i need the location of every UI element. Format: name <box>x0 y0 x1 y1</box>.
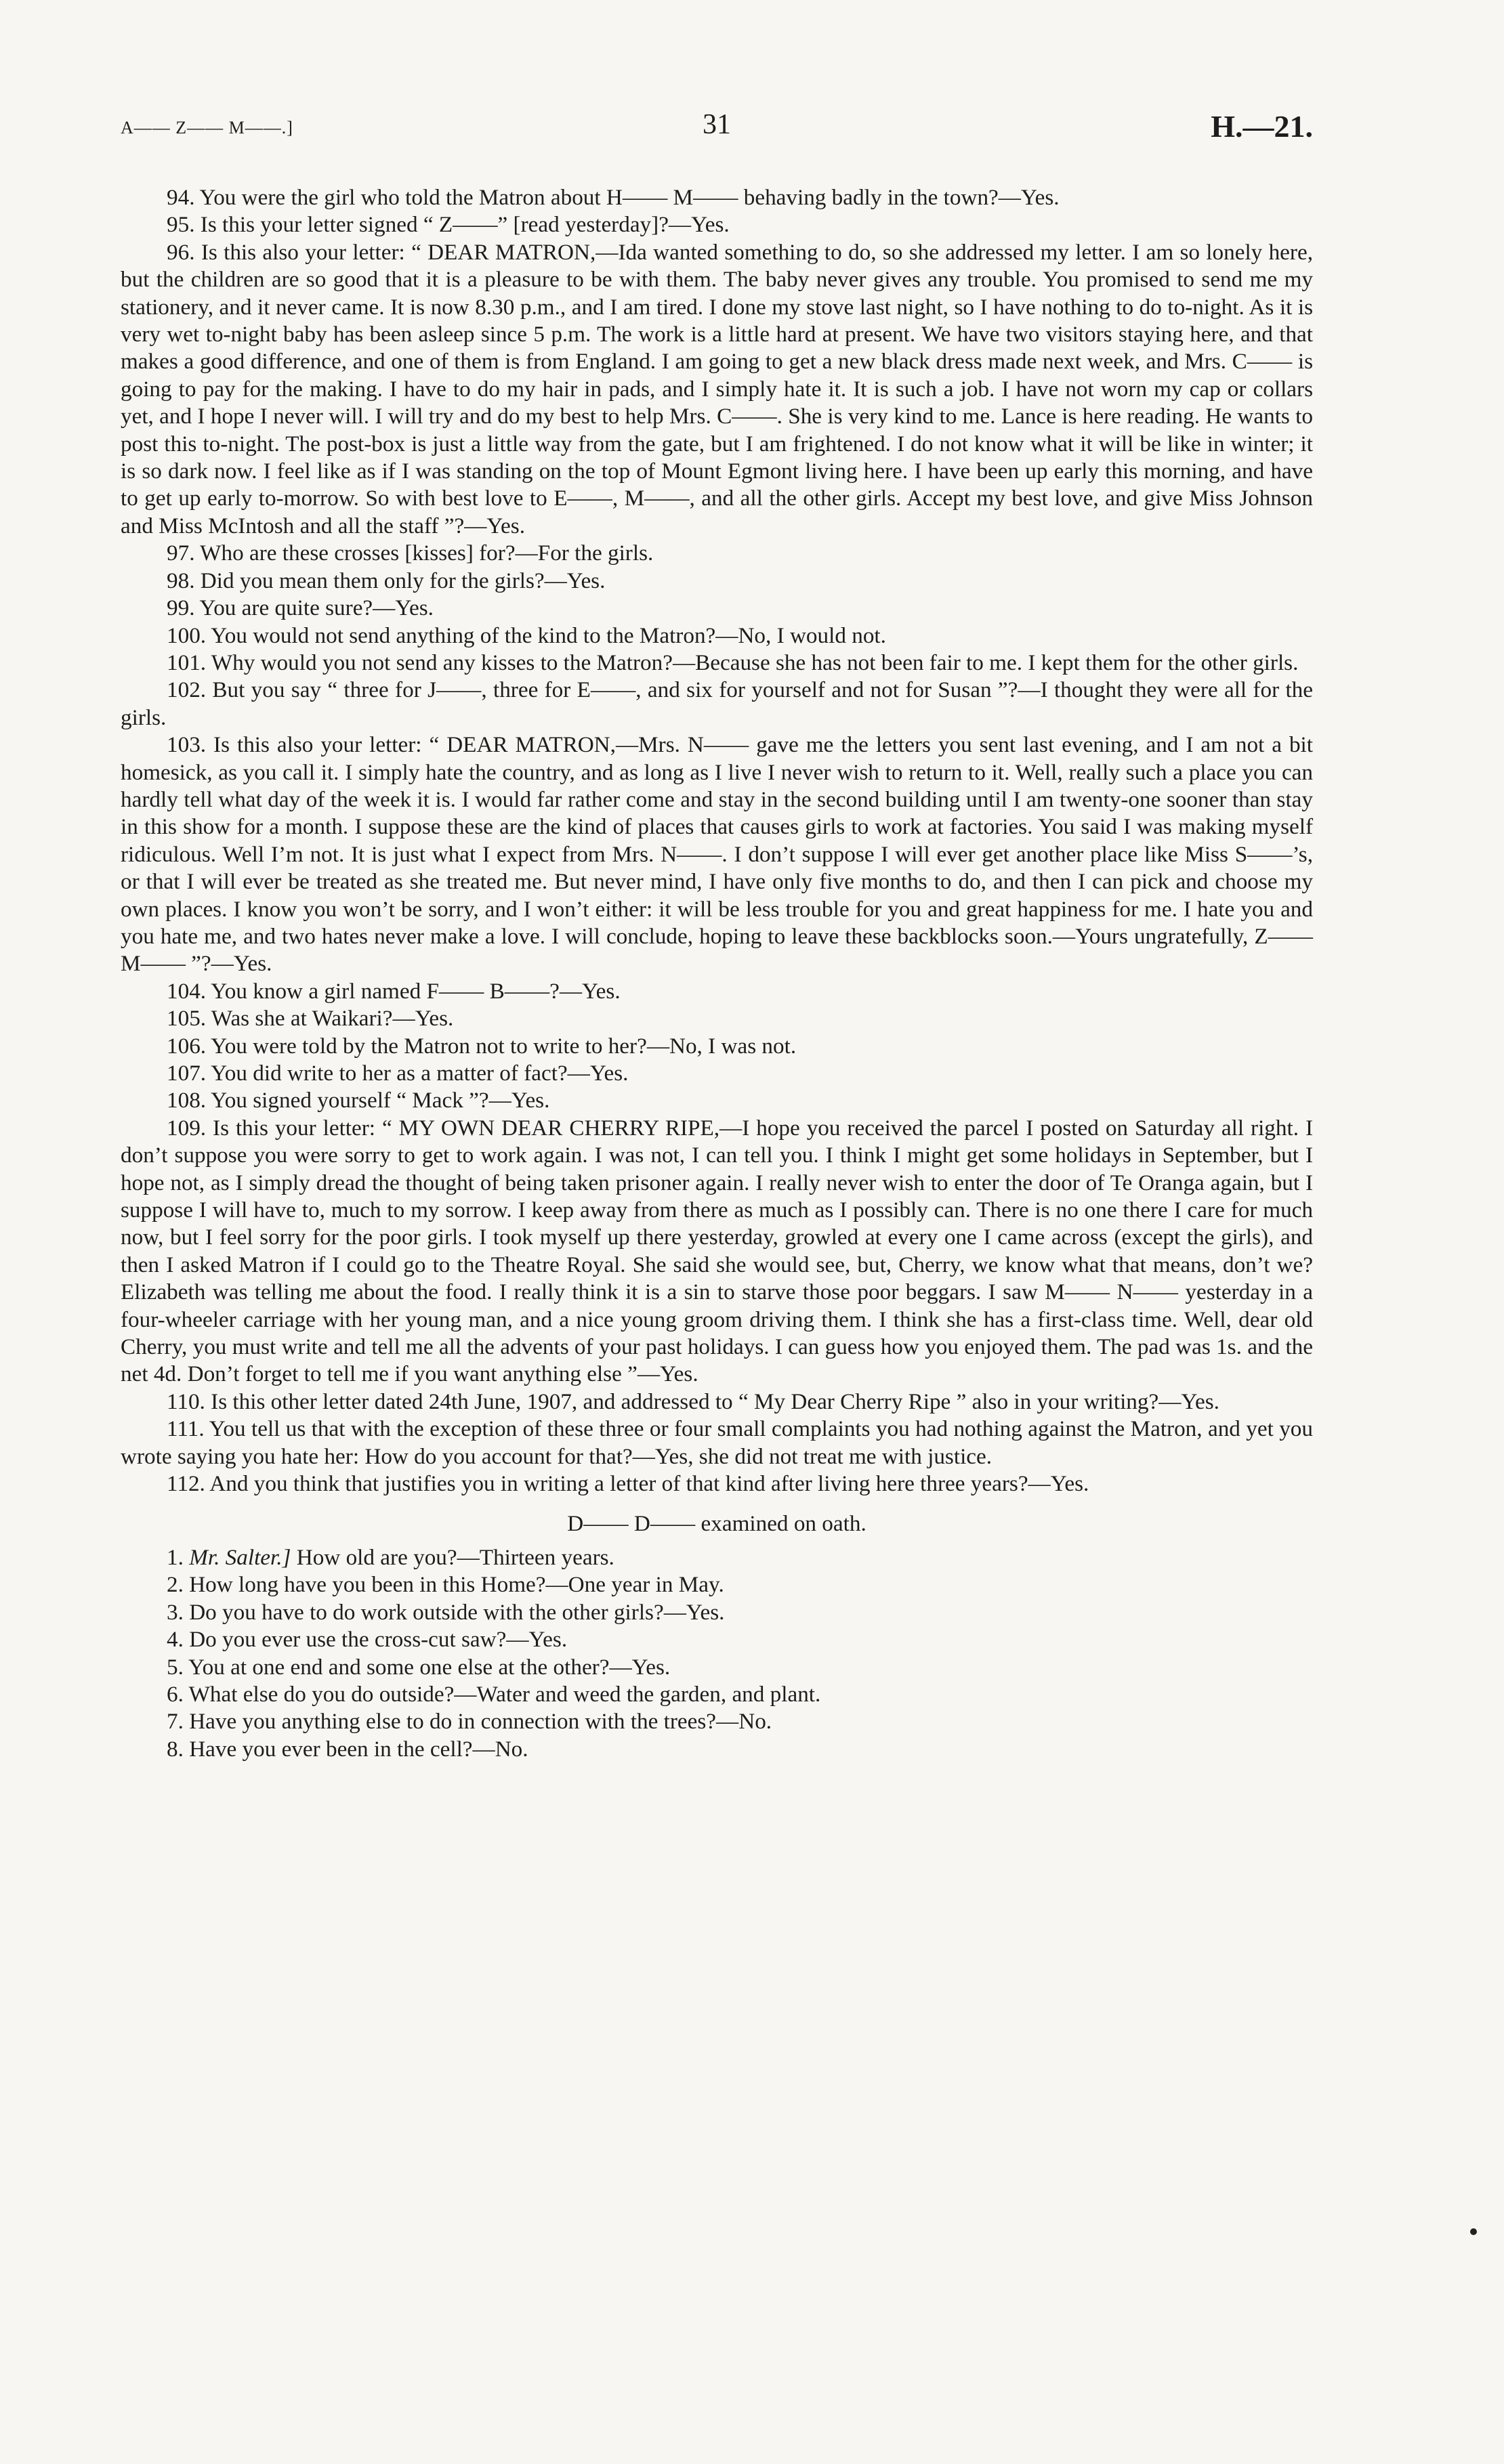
paragraph-94: 94. You were the girl who told the Matron about H—— M—— behaving badly in the town?—Yes. <box>167 185 1060 210</box>
paragraph-102: 102. But you say “ three for J——, three for E——, and six for yourself and not for Susan ”?—I thought they were all for the girls. <box>121 677 1313 730</box>
ink-speck <box>1470 2228 1477 2235</box>
question-4 <box>121 1626 1313 1653</box>
paragraph-107: 107. You did write to her as a matter of fact?—Yes. <box>167 1061 629 1086</box>
paragraph-101: 101. Why would you not send any kisses to the Matron?—Because she has not been fair to me. I kept them for the other girls. <box>167 650 1299 675</box>
section-heading: D—— D—— examined on oath. <box>567 1510 866 1536</box>
document-body <box>121 184 1313 1763</box>
question-text: Do you ever use the cross-cut saw?—Yes. <box>189 1627 568 1653</box>
paragraph-97: 97. Who are these crosses [kisses] for?—For the girls. <box>167 540 654 566</box>
question-number: 5. <box>167 1654 184 1680</box>
question-number: 1. <box>167 1544 184 1570</box>
paragraph-106: 106. You were told by the Matron not to write to her?—No, I was not. <box>167 1033 797 1059</box>
question-text: How long have you been in this Home?—One year in May. <box>189 1572 724 1598</box>
question-text: How old are you?—Thirteen years. <box>291 1544 614 1570</box>
paragraph-111: 111. You tell us that with the exception of these three or four small complaints you had nothing against the Matron, and yet you wrote saying you hate her: How do you account for that?—Yes, she did not treat me with justice. <box>121 1416 1313 1469</box>
header-left-names: A—— Z—— M——.] <box>121 118 293 137</box>
question-2 <box>121 1571 1313 1598</box>
question-speaker: Mr. Salter.] <box>189 1544 291 1570</box>
question-number: 8. <box>167 1736 184 1762</box>
paragraph-99: 99. You are quite sure?—Yes. <box>167 595 434 621</box>
question-5 <box>121 1654 1313 1681</box>
question-number: 7. <box>167 1709 184 1735</box>
question-number: 4. <box>167 1627 184 1653</box>
question-1 <box>121 1544 1313 1571</box>
question-7 <box>121 1708 1313 1735</box>
paragraph-104: 104. You know a girl named F—— B——?—Yes. <box>167 978 621 1004</box>
page-number: 31 <box>703 109 731 140</box>
paragraph-108: 108. You signed yourself “ Mack ”?—Yes. <box>167 1088 550 1113</box>
paragraph-103: 103. Is this also your letter: “ DEAR MATRON,—Mrs. N—— gave me the letters you sent last evening, and I am not a bit homesick, as you call it. I simply hate the country, and as long as I live I never wish to return to it. Well, really such a place you can hardly tell what day of the week it is. I would far rather come and stay in the second building until I am twenty-one sooner than stay in this show for a month. I suppose these are the kind of places that causes girls to work at factories. You said I was making myself ridiculous. Well I’m not. It is just what I expect from Mrs. N——. I don’t suppose I will ever get another place like Miss S——’s, or that I will ever be treated as she treated me. But never mind, I have only five months to do, and then I can pick and choose my own places. I know you won’t be sorry, and I won’t either: it will be less trouble for you and great happiness for me. I hate you and you hate me, and two hates never make a love. I will conclude, hoping to leave these backblocks soon.—Yours ungratefully, Z—— M—— ”?—Yes. <box>121 732 1313 977</box>
paragraph-96: 96. Is this also your letter: “ DEAR MATRON,—Ida wanted something to do, so she addressed my letter. I am so lonely here, but the children are so good that it is a pleasure to be with them. The baby never gives any trouble. You promised to send me my stationery, and it never came. It is now 8.30 p.m., and I am tired. I done my stove last night, so I have nothing to do to-night. As it is very wet to-night baby has been asleep since 5 p.m. The work is a little hard at present. We have two visitors staying here, and that makes a good difference, and one of them is from England. I am going to get a new black dress made next week, and Mrs. C—— is going to pay for the making. I have to do my hair in pads, and I simply hate it. It is such a job. I have not worn my cap or collars yet, and I hope I never will. I will try and do my best to help Mrs. C——. She is very kind to me. Lance is here reading. He wants to post this to-night. The post-box is just a little way from the gate, but I am frightened. I do not know what it will be like in winter; it is so dark now. I feel like as if I was standing on the top of Mount Egmont living here. I have been up early this morning, and have to get up early to-morrow. So with best love to E——, M——, and all the other girls. Accept my best love, and give Miss Johnson and Miss McIntosh and all the staff ”?—Yes. <box>121 239 1313 538</box>
question-8 <box>121 1736 1313 1763</box>
question-text: Have you ever been in the cell?—No. <box>189 1736 528 1762</box>
paragraph-112: 112. And you think that justifies you in writing a letter of that kind after living here three years?—Yes. <box>167 1471 1089 1497</box>
page-header <box>121 108 1313 149</box>
question-number: 2. <box>167 1572 184 1598</box>
document-reference: H.—21. <box>1211 109 1313 144</box>
question-text: Have you anything else to do in connection with the trees?—No. <box>189 1709 772 1735</box>
paragraph-105: 105. Was she at Waikari?—Yes. <box>167 1006 454 1032</box>
question-text: Do you have to do work outside with the other girls?—Yes. <box>189 1599 725 1625</box>
question-3 <box>121 1599 1313 1626</box>
paragraph-100: 100. You would not send anything of the kind to the Matron?—No, I would not. <box>167 622 886 648</box>
paragraph-109: 109. Is this your letter: “ MY OWN DEAR CHERRY RIPE,—I hope you received the parcel I posted on Saturday all right. I don’t suppose you were sorry to get to work again. I was not, I can tell you. I think I might get some holidays in September, but I hope not, as I simply dread the thought of being taken prisoner again. I really never wish to enter the door of Te Oranga again, but I suppose I will have to, much to my sorrow. I keep away from there as much as I possibly can. There is no one there I care for much now, but I feel sorry for the poor girls. I took myself up there yesterday, growled at every one I came across (except the girls), and then I asked Matron if I could go to the Theatre Royal. She said she would see, but, Cherry, we know what that means, don’t we? Elizabeth was telling me about the food. I really think it is a sin to starve those poor beggars. I saw M—— N—— yesterday in a four-wheeler carriage with her young man, and a nice young groom driving them. I think she has a first-class time. Well, dear old Cherry, you must write and tell me all the advents of your past holidays. I can guess how you enjoyed them. The pad was 1s. and the net 4d. Don’t forget to tell me if you want anything else ”—Yes. <box>121 1115 1313 1387</box>
question-number: 3. <box>167 1599 184 1625</box>
paragraph-98: 98. Did you mean them only for the girls?—Yes. <box>167 568 606 593</box>
question-6 <box>121 1681 1313 1708</box>
question-text: What else do you do outside?—Water and weed the garden, and plant. <box>188 1681 821 1707</box>
question-number: 6. <box>167 1681 184 1707</box>
paragraph-95: 95. Is this your letter signed “ Z——” [read yesterday]?—Yes. <box>167 212 730 238</box>
paragraph-110: 110. Is this other letter dated 24th June, 1907, and addressed to “ My Dear Cherry Ripe ” also in your writing?—Yes. <box>167 1388 1219 1414</box>
question-text: You at one end and some one else at the other?—Yes. <box>188 1654 671 1680</box>
